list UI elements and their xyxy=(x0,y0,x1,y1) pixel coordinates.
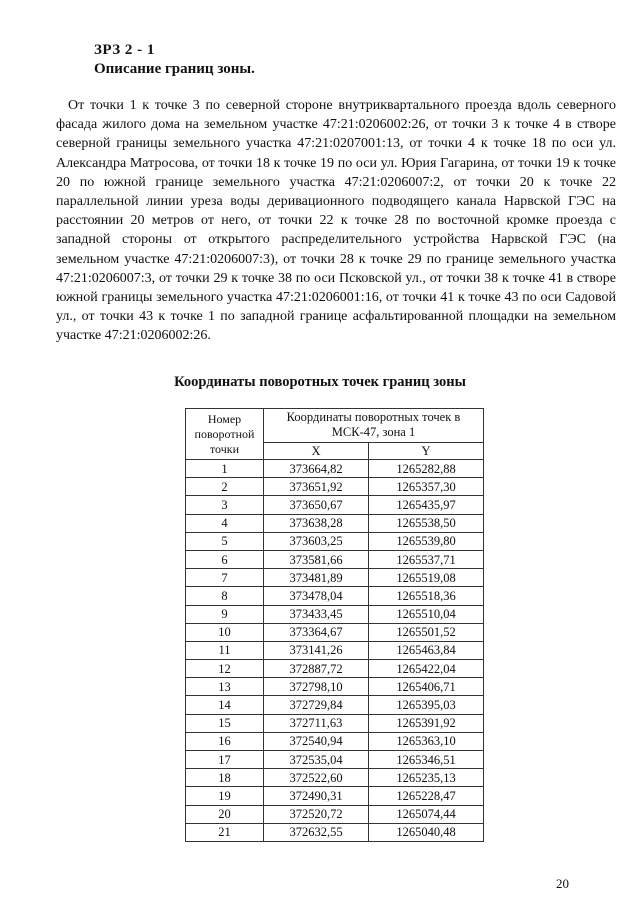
point-number-cell: 17 xyxy=(186,751,264,769)
point-number-cell: 13 xyxy=(186,678,264,696)
x-coordinate-cell: 373650,67 xyxy=(264,496,369,514)
header-point-number: Номер поворотной точки xyxy=(186,409,264,460)
x-coordinate-cell: 372798,10 xyxy=(264,678,369,696)
table-row xyxy=(186,823,484,841)
x-coordinate-cell: 372522,60 xyxy=(264,769,369,787)
x-coordinate-cell: 372535,04 xyxy=(264,751,369,769)
y-coordinate-cell: 1265391,92 xyxy=(369,714,484,732)
point-number-cell: 10 xyxy=(186,623,264,641)
x-coordinate-cell: 372520,72 xyxy=(264,805,369,823)
point-number-cell: 7 xyxy=(186,569,264,587)
header-y: Y xyxy=(369,442,484,459)
x-coordinate-cell: 373638,28 xyxy=(264,514,369,532)
y-coordinate-cell: 1265422,04 xyxy=(369,660,484,678)
point-number-cell: 5 xyxy=(186,532,264,550)
table-row xyxy=(186,660,484,678)
x-coordinate-cell: 372490,31 xyxy=(264,787,369,805)
y-coordinate-cell: 1265435,97 xyxy=(369,496,484,514)
table-row xyxy=(186,514,484,532)
point-number-cell: 20 xyxy=(186,805,264,823)
y-coordinate-cell: 1265501,52 xyxy=(369,623,484,641)
x-coordinate-cell: 373364,67 xyxy=(264,623,369,641)
x-coordinate-cell: 372540,94 xyxy=(264,732,369,750)
point-number-cell: 15 xyxy=(186,714,264,732)
header-coordinates: Координаты поворотных точек в МСК-47, зона 1 xyxy=(264,409,484,443)
table-row xyxy=(186,732,484,750)
point-number-cell: 16 xyxy=(186,732,264,750)
y-coordinate-cell: 1265519,08 xyxy=(369,569,484,587)
point-number-cell: 6 xyxy=(186,550,264,568)
point-number-cell: 21 xyxy=(186,823,264,841)
x-coordinate-cell: 373481,89 xyxy=(264,569,369,587)
table-row xyxy=(186,587,484,605)
table-row xyxy=(186,532,484,550)
y-coordinate-cell: 1265539,80 xyxy=(369,532,484,550)
y-coordinate-cell: 1265538,50 xyxy=(369,514,484,532)
table-row xyxy=(186,751,484,769)
point-number-cell: 3 xyxy=(186,496,264,514)
table-row xyxy=(186,805,484,823)
y-coordinate-cell: 1265395,03 xyxy=(369,696,484,714)
y-coordinate-cell: 1265510,04 xyxy=(369,605,484,623)
coordinates-table-body xyxy=(186,460,484,842)
y-coordinate-cell: 1265346,51 xyxy=(369,751,484,769)
x-coordinate-cell: 373478,04 xyxy=(264,587,369,605)
table-row xyxy=(186,787,484,805)
y-coordinate-cell: 1265363,10 xyxy=(369,732,484,750)
y-coordinate-cell: 1265235,13 xyxy=(369,769,484,787)
x-coordinate-cell: 372711,63 xyxy=(264,714,369,732)
point-number-cell: 4 xyxy=(186,514,264,532)
x-coordinate-cell: 373433,45 xyxy=(264,605,369,623)
point-number-cell: 19 xyxy=(186,787,264,805)
table-row xyxy=(186,714,484,732)
x-coordinate-cell: 372887,72 xyxy=(264,660,369,678)
table-row xyxy=(186,623,484,641)
y-coordinate-cell: 1265518,36 xyxy=(369,587,484,605)
point-number-cell: 11 xyxy=(186,641,264,659)
table-row xyxy=(186,496,484,514)
table-row xyxy=(186,641,484,659)
y-coordinate-cell: 1265282,88 xyxy=(369,460,484,478)
header-x: X xyxy=(264,442,369,459)
point-number-cell: 12 xyxy=(186,660,264,678)
table-row xyxy=(186,696,484,714)
table-row xyxy=(186,478,484,496)
page-number: 20 xyxy=(556,876,569,891)
point-number-cell: 14 xyxy=(186,696,264,714)
x-coordinate-cell: 372632,55 xyxy=(264,823,369,841)
point-number-cell: 18 xyxy=(186,769,264,787)
y-coordinate-cell: 1265228,47 xyxy=(369,787,484,805)
point-number-cell: 1 xyxy=(186,460,264,478)
y-coordinate-cell: 1265074,44 xyxy=(369,805,484,823)
x-coordinate-cell: 373651,92 xyxy=(264,478,369,496)
x-coordinate-cell: 372729,84 xyxy=(264,696,369,714)
boundary-description: От точки 1 к точке 3 по северной стороне внутриквартального проезда вдоль северного фасада жилого дома на земельном участке 47:21:0206002:26, от точки 3 к точке 4 в створе северной границы земельного участка 47:21:0207001:13, от точки 4 к точке 18 по оси ул. Александра Матросова, от точки 18 к точке 19 по оси ул. Юрия Гагарина, от точки 19 к точке 20 по южной границе земельного участка 47:21:0206007:2, от точки 20 к точке 22 параллельной линии уреза воды деривационного подводящего канала Нарвской ГЭС на расстоянии 20 метров от него, от точки 22 к точке 28 по восточной кромке проезда с западной стороны от открытого распределительного устройства Нарвской ГЭС (на земельном участке 47:21:0206007:3), от точки 28 к точке 29 по границе земельного участка 47:21:0206007:3, от точки 29 к точке 38 по оси Псковской ул., от точки 38 к точке 41 в створе южной границы земельного участка 47:21:0206001:16, от точки 41 к точке 43 по оси Садовой ул., от точки 43 к точке 1 по западной границе асфальтированной площадки на земельном участке 47:21:0206002:26. xyxy=(56,98,616,344)
section-title: Описание границ зоны. xyxy=(94,61,255,77)
table-row xyxy=(186,605,484,623)
table-row xyxy=(186,569,484,587)
y-coordinate-cell: 1265040,48 xyxy=(369,823,484,841)
point-number-cell: 8 xyxy=(186,587,264,605)
zone-code: ЗРЗ 2 - 1 xyxy=(94,42,155,58)
table-row xyxy=(186,769,484,787)
x-coordinate-cell: 373603,25 xyxy=(264,532,369,550)
y-coordinate-cell: 1265406,71 xyxy=(369,678,484,696)
table-row xyxy=(186,678,484,696)
y-coordinate-cell: 1265357,30 xyxy=(369,478,484,496)
x-coordinate-cell: 373664,82 xyxy=(264,460,369,478)
table-title: Координаты поворотных точек границ зоны xyxy=(174,374,466,390)
table-row xyxy=(186,550,484,568)
table-row xyxy=(186,460,484,478)
point-number-cell: 9 xyxy=(186,605,264,623)
x-coordinate-cell: 373141,26 xyxy=(264,641,369,659)
y-coordinate-cell: 1265463,84 xyxy=(369,641,484,659)
x-coordinate-cell: 373581,66 xyxy=(264,550,369,568)
y-coordinate-cell: 1265537,71 xyxy=(369,550,484,568)
coordinates-table xyxy=(185,408,484,842)
point-number-cell: 2 xyxy=(186,478,264,496)
